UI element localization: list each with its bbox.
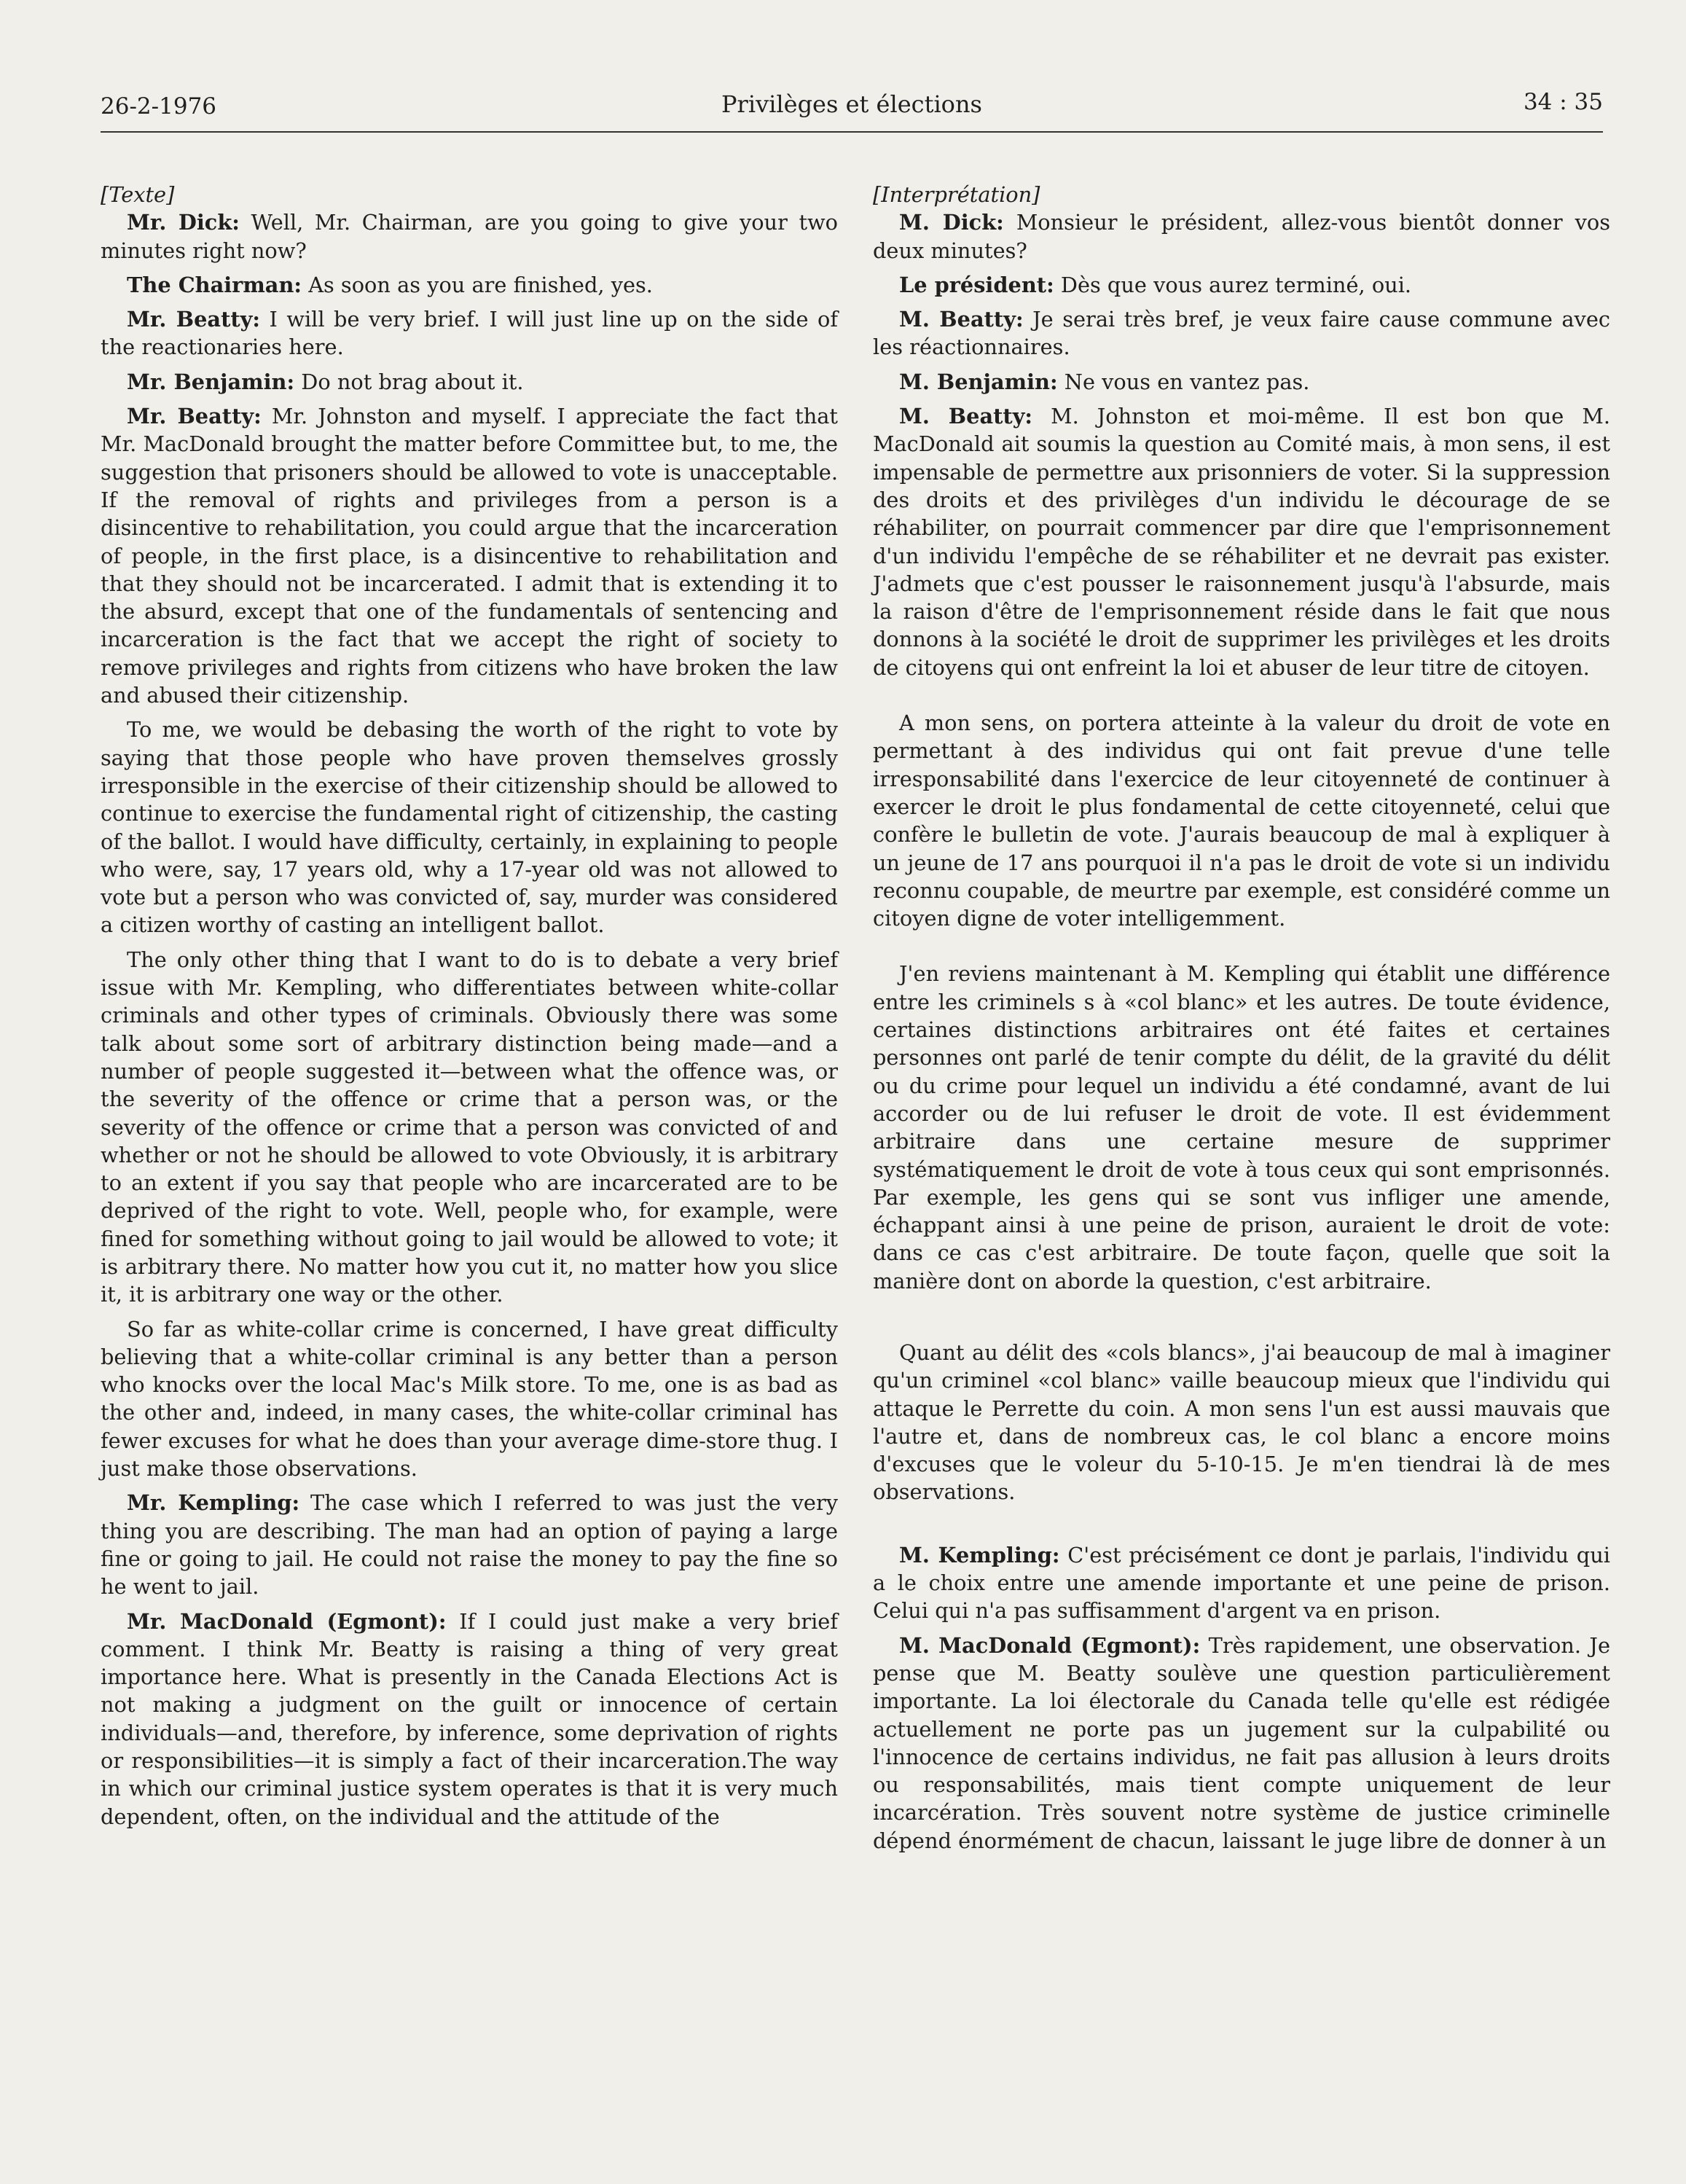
speech-text: To me, we would be debasing the worth of the right to vote by saying that those people who have proven themselves grossly irresponsible in the exercise of their citizenship should be allowed to continue to exercise the fundamental right of citizenship, the casting of the ballot. I would have difficulty, certainly, in explaining to people who were, say, 17 years old, why a 17-year old was not allowed to vote but a person who was convicted of, say, murder was considered a citizen worthy of casting an intelligent ballot. [101, 717, 838, 938]
paragraph [873, 1339, 1610, 1506]
speech-text: As soon as you are finished, yes. [302, 272, 653, 297]
speech-text: M. Johnston et moi-même. Il est bon que M. MacDonald ait soumis la question au Comité mais, à mon sens, il est impensable de permettre aux prisonniers de voter. Si la suppression des droits et des privilèges d'un individu le décourage de se réhabiliter, on pourrait commencer par dire que l'emprisonnement d'un individu l'empêche de se réhabiliter et ne devrait pas exister. J'admets que c'est pousser le raisonnement jusqu'à l'absurde, mais la raison d'être de l'emprisonnement réside dans le fait que nous donnons à la société le droit de supprimer les privilèges et les droits de citoyens qui ont enfreint la loi et abuser de leur titre de citoyen. [873, 404, 1610, 680]
section-label-interpretation: [Interprétation] [873, 182, 1040, 207]
speaker-name: Mr. Kempling: [127, 1490, 300, 1516]
speaker-name: Mr. MacDonald (Egmont): [127, 1608, 447, 1634]
paragraph [873, 402, 1610, 681]
speaker-name: M. Beatty: [899, 307, 1024, 332]
page-header [101, 86, 1603, 133]
speech-text: J'en reviens maintenant à M. Kempling qui établit une différence entre les criminels s à «col blanc» et les autres. De toute évidence, certaines distinctions arbitraires ont été faites et certaines personnes ont parlé de tenir compte du délit, de la gravité du délit ou du crime pour lequel un individu a été condamné, avant de lui accorder ou de lui refuser le droit de vote. Il est évidemment arbitraire dans une certaine mesure de supprimer systématiquement le droit de vote à tous ceux qui sont emprisonnés. Par exemple, les gens qui se sont vus infliger une amende, échappant ainsi à une peine de prison, auraient le droit de vote: dans ce cas c'est arbitraire. De toute façon, quelle que soit la manière dont on aborde la question, c'est arbitraire. [873, 961, 1610, 1293]
speaker-name: M. MacDonald (Egmont): [899, 1632, 1201, 1658]
speech-text: Très rapidement, une observation. Je pense que M. Beatty soulève une question particulièrement importante. La loi électorale du Canada telle qu'elle est rédigée actuellement ne porte pas un jugement sur la culpabilité ou l'innocence de certains individus, ne fait pas allusion à leurs droits ou responsabilités, mais tient compte uniquement de leur incarcération. Très souvent notre système de justice criminelle dépend énormément de chacun, laissant le juge libre de donner à un [873, 1632, 1610, 1853]
speech-text: C'est précisément ce dont je parlais, l'individu qui a le choix entre une amende importante et une peine de prison. Celui qui n'a pas suffisamment d'argent va en prison. [873, 1542, 1610, 1624]
paragraph [101, 368, 838, 396]
speech-text: A mon sens, on portera atteinte à la valeur du droit de vote en permettant à des individus qui ont fait prevue d'une telle irresponsabilité dans l'exercice de leur citoyenneté de continuer à exercer le droit le plus fondamental de cette citoyenneté, celui que confère le bulletin de vote. J'aurais beaucoup de mal à expliquer à un jeune de 17 ans pourquoi il n'a pas le droit de vote si un individu reconnu coupable, de meurtre par exemple, est considéré comme un citoyen digne de voter intelligemment. [873, 711, 1610, 931]
speech-text: The case which I referred to was just the very thing you are describing. The man had an option of paying a large fine or going to jail. He could not raise the money to pay the fine so he went to jail. [101, 1490, 838, 1600]
speaker-name: M. Dick: [899, 210, 1004, 235]
english-column [101, 181, 838, 1837]
speaker-name: M. Benjamin: [899, 369, 1058, 394]
header-title: Privilèges et élections [721, 90, 982, 118]
paragraph [873, 208, 1610, 265]
paragraph [101, 402, 838, 709]
speech-text: Well, Mr. Chairman, are you going to give your two minutes right now? [101, 210, 838, 263]
paragraph [873, 1632, 1610, 1855]
paragraph [873, 1541, 1610, 1625]
paragraph [101, 1315, 838, 1483]
speech-text: Ne vous en vantez pas. [1057, 369, 1310, 394]
speech-text: I will be very brief. I will just line up on the side of the reactionaries here. [101, 307, 838, 360]
paragraph [101, 1489, 838, 1600]
speech-text: Dès que vous aurez terminé, oui. [1054, 272, 1412, 297]
speaker-name: Mr. Beatty: [127, 307, 261, 332]
speaker-name: M. Beatty: [899, 404, 1033, 429]
speech-text: The only other thing that I want to do is to debate a very brief issue with Mr. Kempling, who differentiates between white-collar criminals and other types of criminals. Obviously there was some talk about some sort of arbitrary distinction being made—and a number of people suggested it—between what the offence was, or the severity of the offence or crime that a person was, or the severity of the offence or crime that a person was convicted of and whether or not he should be allowed to vote Obviously, it is arbitrary to an extent if you say that people who are incarcerated are to be deprived of the right to vote. Well, people who, for example, were fined for something without going to jail would be allowed to vote; it is arbitrary there. No matter how you cut it, no matter how you slice it, it is arbitrary one way or the other. [101, 947, 838, 1307]
speech-text: Do not brag about it. [294, 369, 524, 394]
paragraph [873, 709, 1610, 932]
speaker-name: The Chairman: [127, 272, 302, 297]
paragraph [873, 305, 1610, 361]
speech-text: If I could just make a very brief comment. I think Mr. Beatty is raising a thing of very great importance here. What is presently in the Canada Elections Act is not making a judgment on the guilt or innocence of certain individuals—and, therefore, by inference, some deprivation of rights or responsibilities—it is simply a fact of their incarceration.The way in which our criminal justice system operates is that it is very much dependent, often, on the individual and the attitude of the [101, 1608, 838, 1829]
paragraph [873, 368, 1610, 396]
paragraph [101, 305, 838, 361]
speech-text: Mr. Johnston and myself. I appreciate the fact that Mr. MacDonald brought the matter before Committee but, to me, the suggestion that prisoners should be allowed to vote is unacceptable. If the removal of rights and privileges from a person is a disincentive to rehabilitation, you could argue that the incarceration of people, in the first place, is a disincentive to rehabilitation and that they should not be incarcerated. I admit that is extending it to the absurd, except that one of the fundamentals of sentencing and incarceration is the fact that we accept the right of society to remove privileges and rights from citizens who have broken the law and abused their citizenship. [101, 404, 838, 708]
paragraph [101, 271, 838, 299]
speaker-name: Mr. Beatty: [127, 404, 262, 429]
speaker-name: M. Kempling: [899, 1542, 1060, 1567]
paragraph [101, 208, 838, 265]
speech-text: So far as white-collar crime is concerned, I have great difficulty believing that a white-collar criminal is any better than a person who knocks over the local Mac's Milk store. To me, one is as bad as the other and, indeed, in many cases, the white-collar criminal has fewer excuses for what he does than your average dime-store thug. I just make those observations. [101, 1316, 838, 1482]
section-label-texte: [Texte] [101, 182, 175, 207]
speech-text: Monsieur le président, allez-vous bientôt donner vos deux minutes? [873, 210, 1610, 263]
speaker-name: Le président: [899, 272, 1054, 297]
speaker-name: Mr. Benjamin: [127, 369, 295, 394]
paragraph [873, 960, 1610, 1295]
french-column [873, 181, 1610, 1861]
paragraph [873, 271, 1610, 299]
header-page-numbers: 34 : 35 [1523, 89, 1603, 115]
paragraph [101, 716, 838, 939]
paragraph [101, 1608, 838, 1831]
speech-text: Je serai très bref, je veux faire cause commune avec les réactionnaires. [873, 307, 1610, 360]
paragraph [101, 946, 838, 1309]
speech-text: Quant au délit des «cols blancs», j'ai beaucoup de mal à imaginer qu'un criminel «col blanc» vaille beaucoup mieux que l'individu qui attaque le Perrette du coin. A mon sens l'un est aussi mauvais que l'autre et, dans de nombreux cas, le col blanc a encore moins d'excuses que le voleur du 5-10-15. Je m'en tiendrai là de mes observations. [873, 1339, 1610, 1505]
header-date: 26-2-1976 [101, 93, 217, 120]
speaker-name: Mr. Dick: [127, 210, 240, 235]
